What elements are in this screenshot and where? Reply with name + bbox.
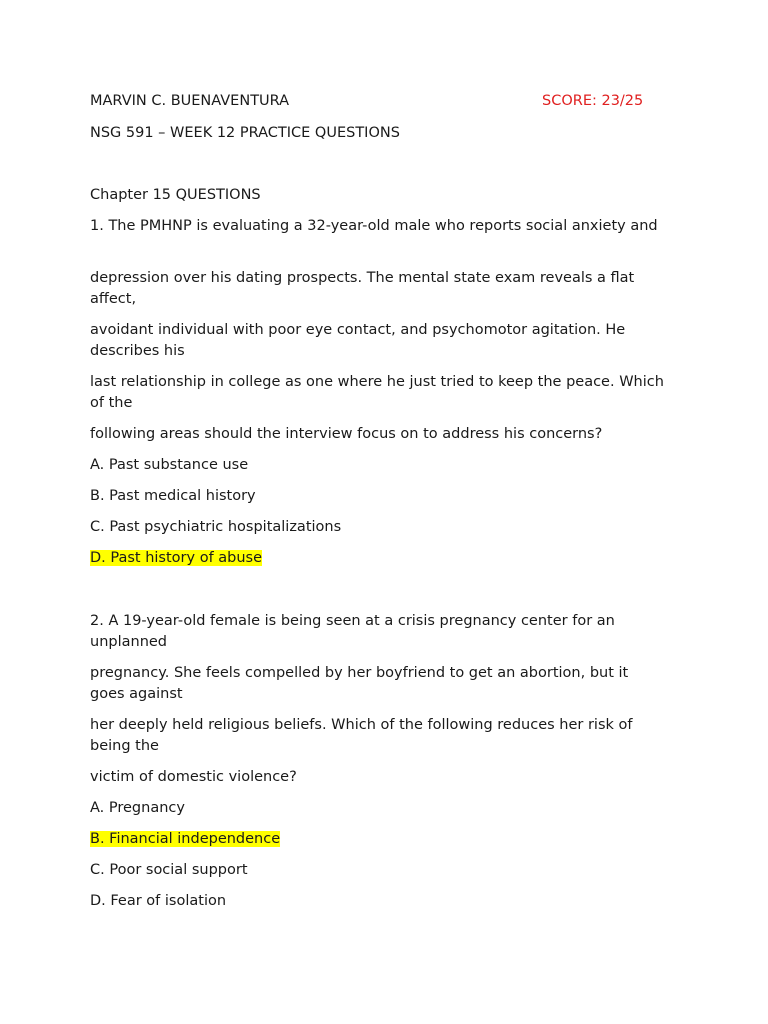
author-name: MARVIN C. BUENAVENTURA: [90, 93, 290, 109]
question-1-option-b: B. Past medical history: [90, 488, 256, 504]
question-2-line-1: 2. A 19-year-old female is being seen at a crisis pregnancy center for an unplanned: [90, 613, 615, 650]
question-1-line-2: depression over his dating prospects. The mental state exam reveals a flat affect,: [90, 270, 635, 307]
highlighted-answer: B. Financial independence: [90, 831, 281, 847]
chapter-heading: Chapter 15 QUESTIONS: [90, 187, 261, 203]
score-label: SCORE: 23/25: [542, 93, 644, 109]
question-2-line-3: her deeply held religious beliefs. Which of the following reduces her risk of being the: [90, 717, 633, 754]
question-2-line-4: victim of domestic violence?: [90, 769, 297, 785]
question-1-option-c: C. Past psychiatric hospitalizations: [90, 519, 342, 535]
question-1-option-d: [90, 548, 665, 569]
question-2-option-d: D. Fear of isolation: [90, 893, 227, 909]
question-2-line-2: pregnancy. She feels compelled by her boyfriend to get an abortion, but it goes against: [90, 665, 629, 702]
question-1-line-4: last relationship in college as one where he just tried to keep the peace. Which of the: [90, 374, 664, 411]
question-1-option-a: A. Past substance use: [90, 457, 249, 473]
question-2-option-b: [90, 829, 665, 850]
course-title: NSG 591 – WEEK 12 PRACTICE QUESTIONS: [90, 125, 400, 141]
question-2-option-c: C. Poor social support: [90, 862, 248, 878]
question-1-line-5: following areas should the interview focus on to address his concerns?: [90, 426, 603, 442]
highlighted-answer: D. Past history of abuse: [90, 550, 263, 566]
question-2-option-a: A. Pregnancy: [90, 800, 185, 816]
question-1-line-1: 1. The PMHNP is evaluating a 32-year-old male who reports social anxiety and: [90, 218, 658, 234]
question-1-line-3: avoidant individual with poor eye contact, and psychomotor agitation. He describes his: [90, 322, 626, 359]
